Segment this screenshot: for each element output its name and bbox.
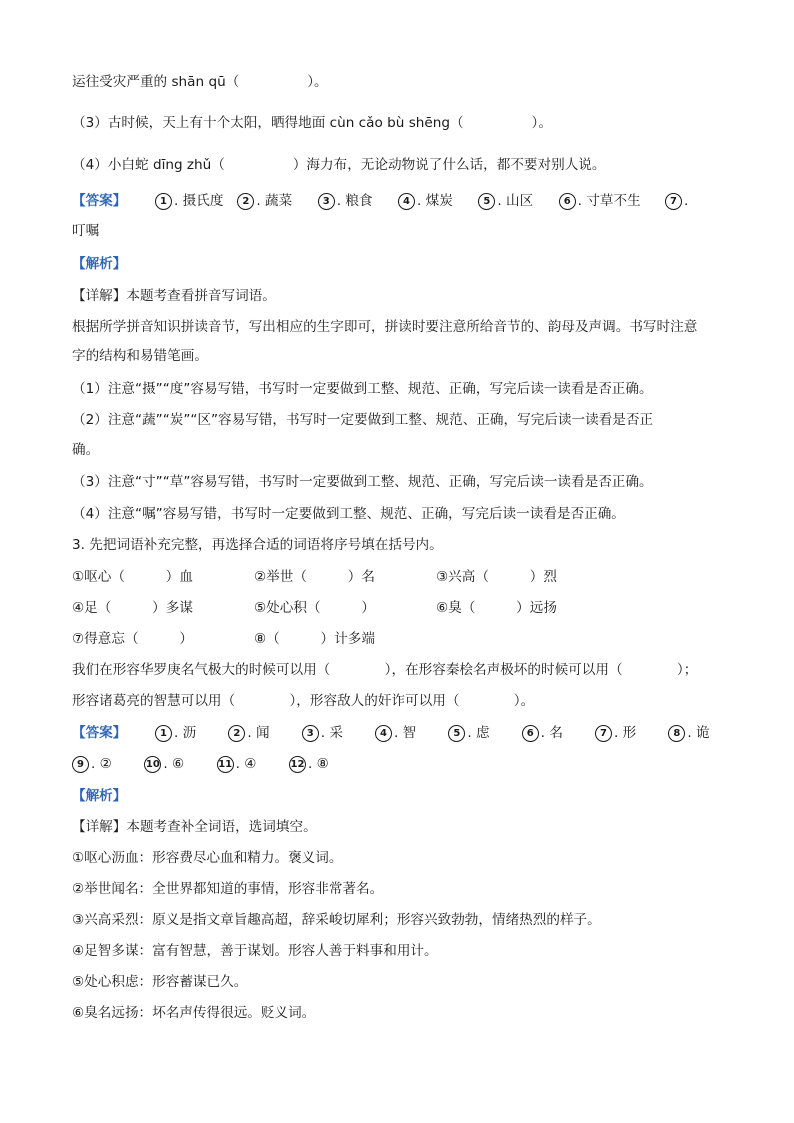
detail-line: 【详解】本题考查补全词语，选词填空。 bbox=[72, 819, 317, 835]
answer-item: 3 . 粮食 bbox=[318, 191, 394, 211]
word-row: ⑦得意忘（ ） ⑧（ ）计多端 bbox=[72, 631, 375, 647]
answer-item: 6 . 寸草不生 bbox=[559, 191, 661, 211]
analysis-text: ⑤处心积虑：形容蓄谋已久。 bbox=[72, 974, 248, 990]
answer-row bbox=[72, 191, 688, 211]
answer-item: 4 . 煤炭 bbox=[398, 191, 474, 211]
detail-line: 【详解】本题考查看拼音写词语。 bbox=[72, 288, 276, 304]
word-row: ①呕心（ ）血 ②举世（ ）名 ③兴高（ ）烈 bbox=[72, 569, 557, 585]
question-sentence: 形容诸葛亮的智慧可以用（ ），形容敌人的奸诈可以用（ ）。 bbox=[72, 693, 535, 709]
answer-row bbox=[72, 754, 329, 774]
question-line: （3）古时候，天上有十个太阳，晒得地面 cùn cǎo bù shēng（ ）。 bbox=[72, 115, 552, 131]
question-line: 运往受灾严重的 shān qū（ ）。 bbox=[72, 74, 328, 90]
answer-item: 5 . 虑 bbox=[448, 723, 517, 743]
analysis-text: ②举世闻名：全世界都知道的事情，形容非常著名。 bbox=[72, 881, 384, 897]
analysis-text: （3）注意“寸”“草”容易写错，书写时一定要做到工整、规范、正确，写完后读一读看是否正确。 bbox=[72, 474, 653, 490]
answer-item: 3 . 采 bbox=[302, 723, 371, 743]
question-title: 3. 先把词语补充完整，再选择合适的词语将序号填在括号内。 bbox=[72, 537, 443, 553]
answer-item: 7 . 形 bbox=[595, 723, 664, 743]
answer-row bbox=[72, 723, 710, 743]
word-row: ④足（ ）多谋 ⑤处心积（ ） ⑥臭（ ）远扬 bbox=[72, 600, 557, 616]
analysis-text: ①呕心沥血：形容费尽心血和精力。褒义词。 bbox=[72, 850, 343, 866]
answer-item: 8 . 诡 bbox=[668, 723, 709, 743]
answer-item: 4 . 智 bbox=[375, 723, 444, 743]
answer-item: 12 . ⑧ bbox=[290, 756, 329, 772]
answer-item: 2 . 闻 bbox=[228, 723, 297, 743]
analysis-text: 字的结构和易错笔画。 bbox=[72, 348, 208, 364]
answer-item: 1 . 沥 bbox=[155, 723, 224, 743]
answer-item: 5 . 山区 bbox=[478, 191, 554, 211]
question-line: （4）小白蛇 dīng zhǔ（ ）海力布，无论动物说了什么话，都不要对别人说。 bbox=[72, 157, 606, 173]
answer-item: 2 . 蔬菜 bbox=[237, 191, 313, 211]
analysis-text: （2）注意“蔬”“炭”“区”容易写错，书写时一定要做到工整、规范、正确，写完后读一读看是否正 bbox=[72, 412, 654, 428]
question-sentence: 我们在形容华罗庚名气极大的时候可以用（ ），在形容秦桧名声极坏的时候可以用（ ）； bbox=[72, 662, 698, 678]
answer-item: 10 . ⑥ bbox=[145, 756, 185, 772]
answer-item: 9 . ② bbox=[72, 754, 140, 774]
analysis-text: ③兴高采烈：原义是指文章旨趣高超，辞采峻切犀利；形容兴致勃勃，情绪热烈的样子。 bbox=[72, 912, 601, 928]
analysis-text: ④足智多谋：富有智慧，善于谋划。形容人善于料事和用计。 bbox=[72, 943, 438, 959]
analysis-text: （4）注意“嘱”容易写错，书写时一定要做到工整、规范、正确，写完后读一读看是否正确。 bbox=[72, 506, 625, 522]
analysis-text: ⑥臭名远扬：坏名声传得很远。贬义词。 bbox=[72, 1005, 316, 1021]
answer-wrap: 叮嘱 bbox=[72, 223, 100, 239]
answer-tag: 【答案】 bbox=[72, 193, 127, 209]
analysis-tag: 【解析】 bbox=[72, 256, 127, 272]
analysis-text: 根据所学拼音知识拼读音节，写出相应的生字即可，拼读时要注意所给音节的、韵母及声调。书写时注意 bbox=[72, 319, 698, 335]
answer-item: 1 . 摄氏度 bbox=[155, 191, 233, 211]
answer-item: 11 . ④ bbox=[218, 756, 257, 772]
analysis-tag: 【解析】 bbox=[72, 788, 127, 804]
analysis-text: （1）注意“摄”“度”容易写错，书写时一定要做到工整、规范、正确，写完后读一读看是否正确。 bbox=[72, 381, 653, 397]
answer-item: 7 . bbox=[665, 191, 688, 211]
analysis-text: 确。 bbox=[72, 442, 100, 458]
answer-item: 6 . 名 bbox=[522, 723, 591, 743]
answer-tag: 【答案】 bbox=[72, 725, 127, 741]
